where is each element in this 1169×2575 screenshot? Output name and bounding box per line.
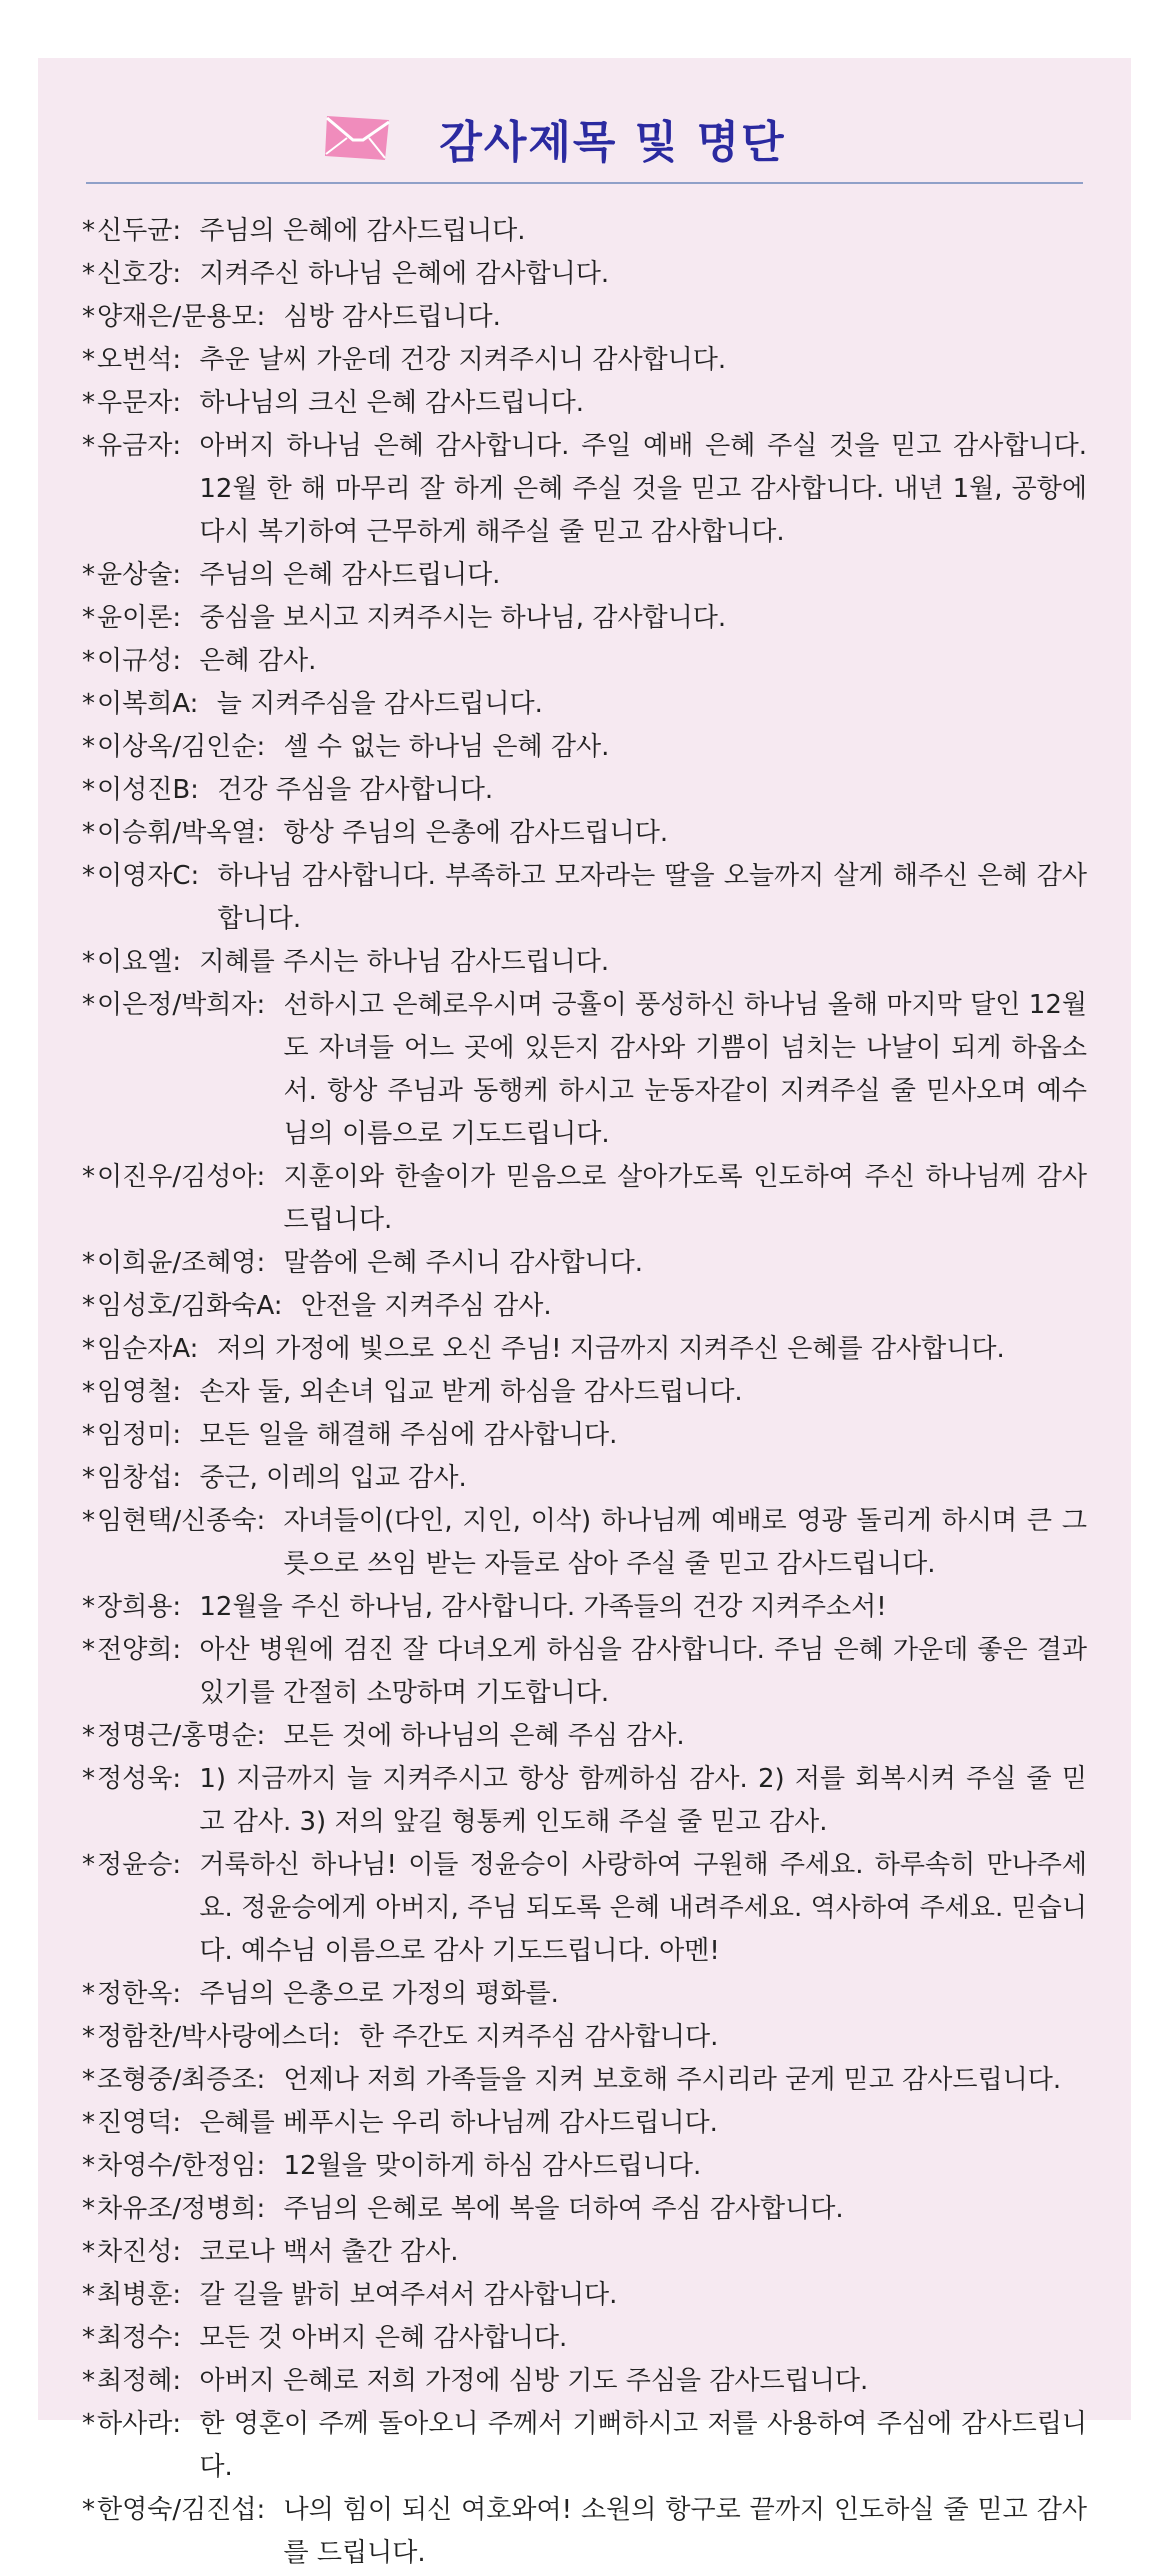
bullet: * bbox=[82, 1635, 95, 1665]
entry-name bbox=[82, 1457, 181, 1500]
list-item bbox=[82, 1715, 1087, 1758]
list-item bbox=[82, 1758, 1087, 1844]
entry-name-text: 이상옥/김인순: bbox=[97, 732, 266, 762]
entry-text: 은혜를 베푸시는 우리 하나님께 감사드립니다. bbox=[199, 2108, 718, 2138]
entry-name bbox=[82, 1586, 181, 1629]
entry-name bbox=[82, 2188, 265, 2231]
entry-name bbox=[82, 2102, 181, 2145]
entry-name bbox=[82, 2274, 181, 2317]
entry-name bbox=[82, 984, 265, 1027]
entry-name bbox=[82, 425, 181, 468]
bullet: * bbox=[82, 1463, 95, 1493]
entry-text: 12월을 주신 하나님, 감사합니다. 가족들의 건강 지켜주소서! bbox=[199, 1592, 887, 1622]
entry-name-text: 장희용: bbox=[97, 1592, 182, 1622]
list-item bbox=[82, 382, 1087, 425]
entry-text: 주님의 은혜로 복에 복을 더하여 주심 감사합니다. bbox=[283, 2194, 844, 2224]
entry-name-text: 정명근/홍명순: bbox=[97, 1721, 266, 1751]
entry-text: 12월을 맞이하게 하심 감사드립니다. bbox=[283, 2151, 702, 2181]
entry-name bbox=[82, 640, 181, 683]
bullet: * bbox=[82, 345, 95, 375]
bullet: * bbox=[82, 2495, 95, 2525]
entry-name bbox=[82, 855, 199, 898]
entry-name-text: 양재은/문용모: bbox=[97, 302, 266, 332]
bullet: * bbox=[82, 1420, 95, 1450]
entry-name-text: 차유조/정병희: bbox=[97, 2194, 266, 2224]
bullet: * bbox=[82, 646, 95, 676]
bullet: * bbox=[82, 1764, 95, 1794]
entry-name-text: 이복희A: bbox=[97, 689, 199, 719]
entry-name bbox=[82, 1242, 265, 1285]
entry-text: 지훈이와 한솔이가 믿음으로 살아가도록 인도하여 주신 하나님께 감사드립니다. bbox=[283, 1162, 1087, 1235]
list-item bbox=[82, 339, 1087, 382]
bullet: * bbox=[82, 1850, 95, 1880]
entry-text: 아버지 하나님 은혜 감사합니다. 주일 예배 은혜 주실 것을 믿고 감사합니다. 12월 한 해 마무리 잘 하게 은혜 주실 것을 믿고 감사합니다. 내년 1월, 공항에 다시 복기하여 근무하게 해주실 줄 믿고 감사합니다. bbox=[199, 431, 1087, 547]
entry-name-text: 차영수/한정임: bbox=[97, 2151, 266, 2181]
entry-name-text: 임순자A: bbox=[97, 1334, 199, 1364]
entry-name-text: 임정미: bbox=[97, 1420, 182, 1450]
entry-name-text: 신호강: bbox=[97, 259, 182, 289]
bullet: * bbox=[82, 990, 95, 1020]
bullet: * bbox=[82, 1334, 95, 1364]
entry-text: 거룩하신 하나님! 이들 정윤승이 사랑하여 구원해 주세요. 하루속히 만나주세요. 정윤승에게 아버지, 주님 되도록 은혜 내려주세요. 역사하여 주세요. 믿습니다. 예수님 이름으로 감사 기도드립니다. 아멘! bbox=[199, 1850, 1087, 1966]
list-item bbox=[82, 296, 1087, 339]
entry-text: 말씀에 은혜 주시니 감사합니다. bbox=[283, 1248, 644, 1278]
entry-name bbox=[82, 2145, 265, 2188]
title-divider bbox=[86, 182, 1083, 184]
bullet: * bbox=[82, 1721, 95, 1751]
entry-text: 하나님 감사합니다. 부족하고 모자라는 딸을 오늘까지 살게 해주신 은혜 감사합니다. bbox=[217, 861, 1087, 934]
bullet: * bbox=[82, 2237, 95, 2267]
entry-name-text: 정한옥: bbox=[97, 1979, 182, 2009]
list-item bbox=[82, 812, 1087, 855]
list-item bbox=[82, 554, 1087, 597]
bullet: * bbox=[82, 2108, 95, 2138]
entry-text: 주님의 은총으로 가정의 평화를. bbox=[199, 1979, 559, 2009]
bullet: * bbox=[82, 1592, 95, 1622]
entry-name bbox=[82, 2231, 181, 2274]
list-item bbox=[82, 2188, 1087, 2231]
entry-name-text: 이진우/김성아: bbox=[97, 1162, 266, 1192]
entry-text: 아산 병원에 검진 잘 다녀오게 하심을 감사합니다. 주님 은혜 가운데 좋은 결과 있기를 간절히 소망하며 기도합니다. bbox=[199, 1635, 1087, 1708]
entry-text: 코로나 백서 출간 감사. bbox=[199, 2237, 459, 2267]
list-item bbox=[82, 941, 1087, 984]
entry-name bbox=[82, 1371, 181, 1414]
entry-name bbox=[82, 382, 181, 425]
bullet: * bbox=[82, 818, 95, 848]
entry-text: 주님의 은혜에 감사드립니다. bbox=[199, 216, 526, 246]
list-item bbox=[82, 253, 1087, 296]
list-item bbox=[82, 2489, 1087, 2575]
list-item bbox=[82, 1371, 1087, 1414]
bullet: * bbox=[82, 2280, 95, 2310]
envelope-icon bbox=[323, 112, 393, 164]
list-item bbox=[82, 1414, 1087, 1457]
entry-name-text: 신두균: bbox=[97, 216, 182, 246]
entry-text: 중근, 이레의 입교 감사. bbox=[199, 1463, 467, 1493]
entry-name-text: 정함찬/박사랑에스더: bbox=[97, 2022, 341, 2052]
entry-name-text: 조형중/최증조: bbox=[97, 2065, 266, 2095]
list-item bbox=[82, 2231, 1087, 2274]
entry-name bbox=[82, 812, 265, 855]
bullet: * bbox=[82, 2151, 95, 2181]
entry-name-text: 이규성: bbox=[97, 646, 182, 676]
bullet: * bbox=[82, 947, 95, 977]
list-item bbox=[82, 1156, 1087, 1242]
list-item bbox=[82, 726, 1087, 769]
entry-name bbox=[82, 1758, 181, 1801]
thanks-list bbox=[82, 210, 1087, 2575]
list-item bbox=[82, 2016, 1087, 2059]
entry-name-text: 전양희: bbox=[97, 1635, 182, 1665]
entry-name-text: 임성호/김화숙A: bbox=[97, 1291, 283, 1321]
entry-text: 추운 날씨 가운데 건강 지켜주시니 감사합니다. bbox=[199, 345, 727, 375]
entry-name-text: 정윤승: bbox=[97, 1850, 182, 1880]
entry-text: 주님의 은혜 감사드립니다. bbox=[199, 560, 501, 590]
list-item bbox=[82, 2274, 1087, 2317]
entry-text: 모든 것에 하나님의 은혜 주심 감사. bbox=[283, 1721, 685, 1751]
bullet: * bbox=[82, 1377, 95, 1407]
entry-name-text: 최정혜: bbox=[97, 2366, 182, 2396]
entry-name bbox=[82, 2059, 265, 2102]
entry-name-text: 이은정/박희자: bbox=[97, 990, 266, 1020]
bullet: * bbox=[82, 689, 95, 719]
bullet: * bbox=[82, 216, 95, 246]
header bbox=[38, 98, 1131, 178]
entry-name bbox=[82, 339, 181, 382]
entry-text: 모든 것 아버지 은혜 감사합니다. bbox=[199, 2323, 568, 2353]
list-item bbox=[82, 1242, 1087, 1285]
list-item bbox=[82, 1586, 1087, 1629]
entry-name-text: 유금자: bbox=[97, 431, 182, 461]
bullet: * bbox=[82, 302, 95, 332]
entry-text: 갈 길을 밝히 보여주셔서 감사합니다. bbox=[199, 2280, 618, 2310]
entry-name bbox=[82, 2317, 181, 2360]
bullet: * bbox=[82, 1291, 95, 1321]
entry-name-text: 한영숙/김진섭: bbox=[97, 2495, 266, 2525]
entry-text: 안전을 지켜주심 감사. bbox=[300, 1291, 552, 1321]
entry-text: 저의 가정에 빛으로 오신 주님! 지금까지 지켜주신 은혜를 감사합니다. bbox=[216, 1334, 1005, 1364]
entry-name-text: 차진성: bbox=[97, 2237, 182, 2267]
entry-name bbox=[82, 941, 181, 984]
entry-text: 아버지 은혜로 저희 가정에 심방 기도 주심을 감사드립니다. bbox=[199, 2366, 869, 2396]
entry-name-text: 윤상술: bbox=[97, 560, 182, 590]
entry-name-text: 최정수: bbox=[97, 2323, 182, 2353]
entry-name-text: 이영자C: bbox=[97, 861, 200, 891]
list-item bbox=[82, 425, 1087, 554]
entry-name bbox=[82, 1500, 265, 1543]
list-item bbox=[82, 1328, 1087, 1371]
list-item bbox=[82, 1457, 1087, 1500]
entry-name bbox=[82, 1715, 265, 1758]
entry-name bbox=[82, 1973, 181, 2016]
bullet: * bbox=[82, 732, 95, 762]
entry-text: 심방 감사드립니다. bbox=[283, 302, 501, 332]
entry-text: 지켜주신 하나님 은혜에 감사합니다. bbox=[199, 259, 610, 289]
entry-name bbox=[82, 726, 265, 769]
entry-name bbox=[82, 2360, 181, 2403]
entry-text: 지혜를 주시는 하나님 감사드립니다. bbox=[199, 947, 610, 977]
entry-name-text: 진영덕: bbox=[97, 2108, 182, 2138]
entry-text: 건강 주심을 감사합니다. bbox=[217, 775, 494, 805]
bullet: * bbox=[82, 775, 95, 805]
entry-name-text: 임창섭: bbox=[97, 1463, 182, 1493]
entry-text: 중심을 보시고 지켜주시는 하나님, 감사합니다. bbox=[199, 603, 727, 633]
bullet: * bbox=[82, 2065, 95, 2095]
list-item bbox=[82, 2145, 1087, 2188]
bullet: * bbox=[82, 1162, 95, 1192]
entry-text: 한 영혼이 주께 돌아오니 주께서 기뻐하시고 저를 사용하여 주심에 감사드립니다. bbox=[199, 2409, 1087, 2482]
thanks-panel bbox=[38, 58, 1131, 2568]
entry-name bbox=[82, 1844, 181, 1887]
entry-name bbox=[82, 210, 181, 253]
entry-name bbox=[82, 597, 181, 640]
bullet: * bbox=[82, 1248, 95, 1278]
entry-name-text: 임영철: bbox=[97, 1377, 182, 1407]
entry-name-text: 하사라: bbox=[97, 2409, 182, 2439]
entry-text: 하나님의 크신 은혜 감사드립니다. bbox=[199, 388, 585, 418]
page-title: 감사제목 및 명단 bbox=[439, 117, 786, 168]
entry-text: 항상 주님의 은총에 감사드립니다. bbox=[283, 818, 669, 848]
bullet: * bbox=[82, 2366, 95, 2396]
entry-name-text: 최병훈: bbox=[97, 2280, 182, 2310]
bullet: * bbox=[82, 560, 95, 590]
list-item bbox=[82, 1844, 1087, 1973]
bullet: * bbox=[82, 388, 95, 418]
entry-text: 한 주간도 지켜주심 감사합니다. bbox=[358, 2022, 719, 2052]
entry-text: 늘 지켜주심을 감사드립니다. bbox=[216, 689, 543, 719]
entry-name-text: 이성진B: bbox=[97, 775, 199, 805]
list-item bbox=[82, 2059, 1087, 2102]
list-item bbox=[82, 1285, 1087, 1328]
entry-name-text: 이요엘: bbox=[97, 947, 182, 977]
list-item bbox=[82, 2102, 1087, 2145]
list-item bbox=[82, 2403, 1087, 2489]
bullet: * bbox=[82, 259, 95, 289]
entry-name-text: 우문자: bbox=[97, 388, 182, 418]
list-item bbox=[82, 210, 1087, 253]
list-item bbox=[82, 769, 1087, 812]
entry-name-text: 이승휘/박옥열: bbox=[97, 818, 266, 848]
entry-name bbox=[82, 1629, 181, 1672]
entry-name bbox=[82, 2016, 341, 2059]
list-item bbox=[82, 2317, 1087, 2360]
entry-name-text: 이희윤/조혜영: bbox=[97, 1248, 266, 1278]
list-item bbox=[82, 640, 1087, 683]
entry-name-text: 오번석: bbox=[97, 345, 182, 375]
entry-text: 나의 힘이 되신 여호와여! 소원의 항구로 끝까지 인도하실 줄 믿고 감사를 드립니다. bbox=[283, 2495, 1087, 2568]
entry-text: 손자 둘, 외손녀 입교 받게 하심을 감사드립니다. bbox=[199, 1377, 743, 1407]
entry-text: 선하시고 은혜로우시며 긍휼이 풍성하신 하나님 올해 마지막 달인 12월도 자녀들 어느 곳에 있든지 감사와 기쁨이 넘치는 나날이 되게 하옵소서. 항상 주님과 동행케 하시고 눈동자같이 지켜주실 줄 믿사오며 예수님의 이름으로 기도드립니다. bbox=[283, 990, 1087, 1149]
entry-name bbox=[82, 769, 199, 812]
entry-name bbox=[82, 683, 198, 726]
bullet: * bbox=[82, 1506, 95, 1536]
entry-text: 언제나 저희 가족들을 지켜 보호해 주시리라 굳게 믿고 감사드립니다. bbox=[283, 2065, 1062, 2095]
entry-name bbox=[82, 1328, 198, 1371]
list-item bbox=[82, 2360, 1087, 2403]
entry-name-text: 윤이론: bbox=[97, 603, 182, 633]
entry-name bbox=[82, 2403, 181, 2446]
entry-name bbox=[82, 253, 181, 296]
list-item bbox=[82, 984, 1087, 1156]
list-item bbox=[82, 1500, 1087, 1586]
entry-name bbox=[82, 296, 265, 339]
bullet: * bbox=[82, 861, 95, 891]
entry-text: 셀 수 없는 하나님 은혜 감사. bbox=[283, 732, 610, 762]
entry-text: 모든 일을 해결해 주심에 감사합니다. bbox=[199, 1420, 618, 1450]
bullet: * bbox=[82, 2323, 95, 2353]
bullet: * bbox=[82, 431, 95, 461]
bullet: * bbox=[82, 2194, 95, 2224]
bullet: * bbox=[82, 1979, 95, 2009]
entry-name bbox=[82, 1285, 283, 1328]
entry-text: 자녀들이(다인, 지인, 이삭) 하나님께 예배로 영광 돌리게 하시며 큰 그릇으로 쓰임 받는 자들로 삼아 주실 줄 믿고 감사드립니다. bbox=[283, 1506, 1087, 1579]
bullet: * bbox=[82, 603, 95, 633]
entry-name-text: 정성욱: bbox=[97, 1764, 182, 1794]
entry-name bbox=[82, 2489, 265, 2532]
list-item bbox=[82, 1629, 1087, 1715]
bullet: * bbox=[82, 2022, 95, 2052]
entry-text: 은혜 감사. bbox=[199, 646, 317, 676]
list-item bbox=[82, 597, 1087, 640]
entry-name bbox=[82, 554, 181, 597]
list-item bbox=[82, 683, 1087, 726]
list-item bbox=[82, 1973, 1087, 2016]
entry-name bbox=[82, 1156, 265, 1199]
entry-name bbox=[82, 1414, 181, 1457]
entry-name-text: 임현택/신종숙: bbox=[97, 1506, 266, 1536]
entry-text: 1) 지금까지 늘 지켜주시고 항상 함께하심 감사. 2) 저를 회복시켜 주실 줄 믿고 감사. 3) 저의 앞길 형통케 인도해 주실 줄 믿고 감사. bbox=[199, 1764, 1087, 1837]
list-item bbox=[82, 855, 1087, 941]
bullet: * bbox=[82, 2409, 95, 2439]
